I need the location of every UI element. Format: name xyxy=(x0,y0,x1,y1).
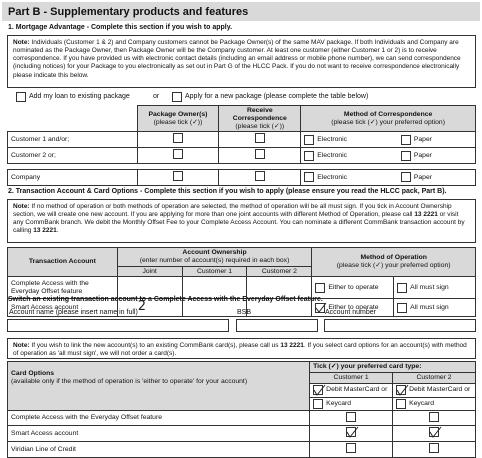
or-label: or xyxy=(153,93,160,100)
table-row: Complete Access with the Everyday Offset feature xyxy=(8,410,476,426)
checkmark-icon xyxy=(346,426,359,438)
checkmark-icon xyxy=(396,384,409,396)
all-sign-checkbox[interactable] xyxy=(397,283,407,293)
section1-heading: 1. Mortgage Advantage - Complete this section if you wish to apply. xyxy=(8,24,233,31)
section1-note: Note: Individuals (Customer 1 & 2) and Company customers cannot be Package Owner(s) of the same MAV package. If both Individuals and Company are nominated as the Package Owner, then Package Owner will be the Company customer. At least one customer (either Customer 1 or 2) is to receive correspondence. If you have provided us with electronic contact details (including an email address or mobile phone number), we can send correspondence (including notices) for your Package to you electronically as set out in Part G of the HLCC Pack. If you do not want to receive correspondence electronically please indicate this below. xyxy=(7,35,476,88)
account-number-field[interactable] xyxy=(324,319,476,332)
account-name-field[interactable] xyxy=(7,319,229,332)
debit-c1-checkbox[interactable] xyxy=(313,385,323,395)
table-row: Customer 2 or; Electronic Paper xyxy=(8,148,476,164)
paper-checkbox[interactable] xyxy=(401,151,411,161)
card-c1-checkbox[interactable] xyxy=(346,443,356,453)
table-row: Smart Access account xyxy=(8,426,476,442)
table-row: Customer 1 and/or; Electronic Paper xyxy=(8,132,476,148)
either-checkbox[interactable] xyxy=(315,303,325,313)
bsb-label: BSB xyxy=(237,309,252,316)
table-row: Smart Access account 2 Either to operate All must sign xyxy=(8,299,476,317)
owner-checkbox[interactable] xyxy=(173,149,183,159)
apply-new-option[interactable]: Apply for a new package (please complete the table below) xyxy=(172,92,368,102)
apply-new-checkbox[interactable] xyxy=(172,92,182,102)
card-c2-checkbox[interactable] xyxy=(429,427,439,437)
table-row: Viridian Line of Credit xyxy=(8,442,476,458)
add-loan-option[interactable]: Add my loan to existing package xyxy=(16,92,130,102)
card-c2-checkbox[interactable] xyxy=(429,443,439,453)
transaction-table: Transaction Account Account Ownership (enter number of account(s) required in each box) Method of Operation (please tick (✓) your preferred option) Joint Customer 1 Customer 2 Complete Access with the Everyday Offset feature Either to operate All must sign Smart Access account 2 Either to operate All must sign xyxy=(7,247,476,317)
section2-heading: 2. Transaction Account & Card Options - Complete this section if you wish to apply (please ensure you read the HLCC pack, Part B). xyxy=(8,188,447,195)
correspondence-checkbox[interactable] xyxy=(255,171,265,181)
paper-checkbox[interactable] xyxy=(401,172,411,182)
keycard-c2-checkbox[interactable] xyxy=(396,399,406,409)
correspondence-checkbox[interactable] xyxy=(255,133,265,143)
table-row: Company Electronic Paper xyxy=(8,170,476,186)
checkmark-icon xyxy=(313,384,326,396)
paper-checkbox[interactable] xyxy=(401,135,411,145)
card-c1-checkbox[interactable] xyxy=(346,427,356,437)
account-name-label: Account name (please insert name in full) xyxy=(9,309,138,316)
joint-input[interactable]: 2 xyxy=(117,299,182,317)
card-c1-checkbox[interactable] xyxy=(346,412,356,422)
mav-table: Package Owner(s) (please tick (✓)) Receive Correspondence (please tick (✓)) Method of Correspondence (please tick (✓) your preferred option) Customer 1 and/or; Electronic Paper Customer 2 or; Electronic Paper Company Electronic Paper xyxy=(7,105,476,186)
table-row: Complete Access with the Everyday Offset feature Either to operate All must sign xyxy=(8,277,476,299)
add-loan-checkbox[interactable] xyxy=(16,92,26,102)
either-checkbox[interactable] xyxy=(315,283,325,293)
correspondence-checkbox[interactable] xyxy=(255,149,265,159)
owner-checkbox[interactable] xyxy=(173,171,183,181)
keycard-c1-checkbox[interactable] xyxy=(313,399,323,409)
card-note: Note: If you wish to link the new account(s) to an existing CommBank card(s), please call us 13 2221. If you select card options for an account(s) with method of operation as 'all must sign', we will not order a card(s). xyxy=(7,338,476,359)
section2-note: Note: If no method of operation or both methods of operation are selected, the method of operation will be all must sign. If you tick in Account Ownership section, we will create one new account. If you are applying for more than one joint accounts with different Method of Operation, please call 13 2221 or visit any CommBank branch. We debit the Monthly Offset Fee to your Complete Access Account. You can nominate a different CommBank transaction account by calling 13 2221. xyxy=(7,199,476,243)
card-c2-checkbox[interactable] xyxy=(429,412,439,422)
checkmark-icon xyxy=(429,426,442,438)
electronic-checkbox[interactable] xyxy=(304,172,314,182)
electronic-checkbox[interactable] xyxy=(304,135,314,145)
owner-checkbox[interactable] xyxy=(173,133,183,143)
page-title: Part B - Supplementary products and features xyxy=(2,2,480,21)
card-options-table: Card Options (available only if the method of operation is 'either to operate' for your account) Tick (✓) your preferred card type: Customer 1 Customer 2 Debit MasterCard or Debit MasterCard or Keycard Keycard Complete Access with the Everyday Offset feature Smart Access account Viridian Line of Credit xyxy=(7,361,476,458)
debit-c2-checkbox[interactable] xyxy=(396,385,406,395)
all-sign-checkbox[interactable] xyxy=(397,303,407,313)
switch-heading: Switch an existing transaction account to a Complete Access with the Everyday Offset feature. xyxy=(8,296,323,303)
bsb-field[interactable] xyxy=(236,319,318,332)
account-number-label: Account number xyxy=(325,309,376,316)
electronic-checkbox[interactable] xyxy=(304,151,314,161)
